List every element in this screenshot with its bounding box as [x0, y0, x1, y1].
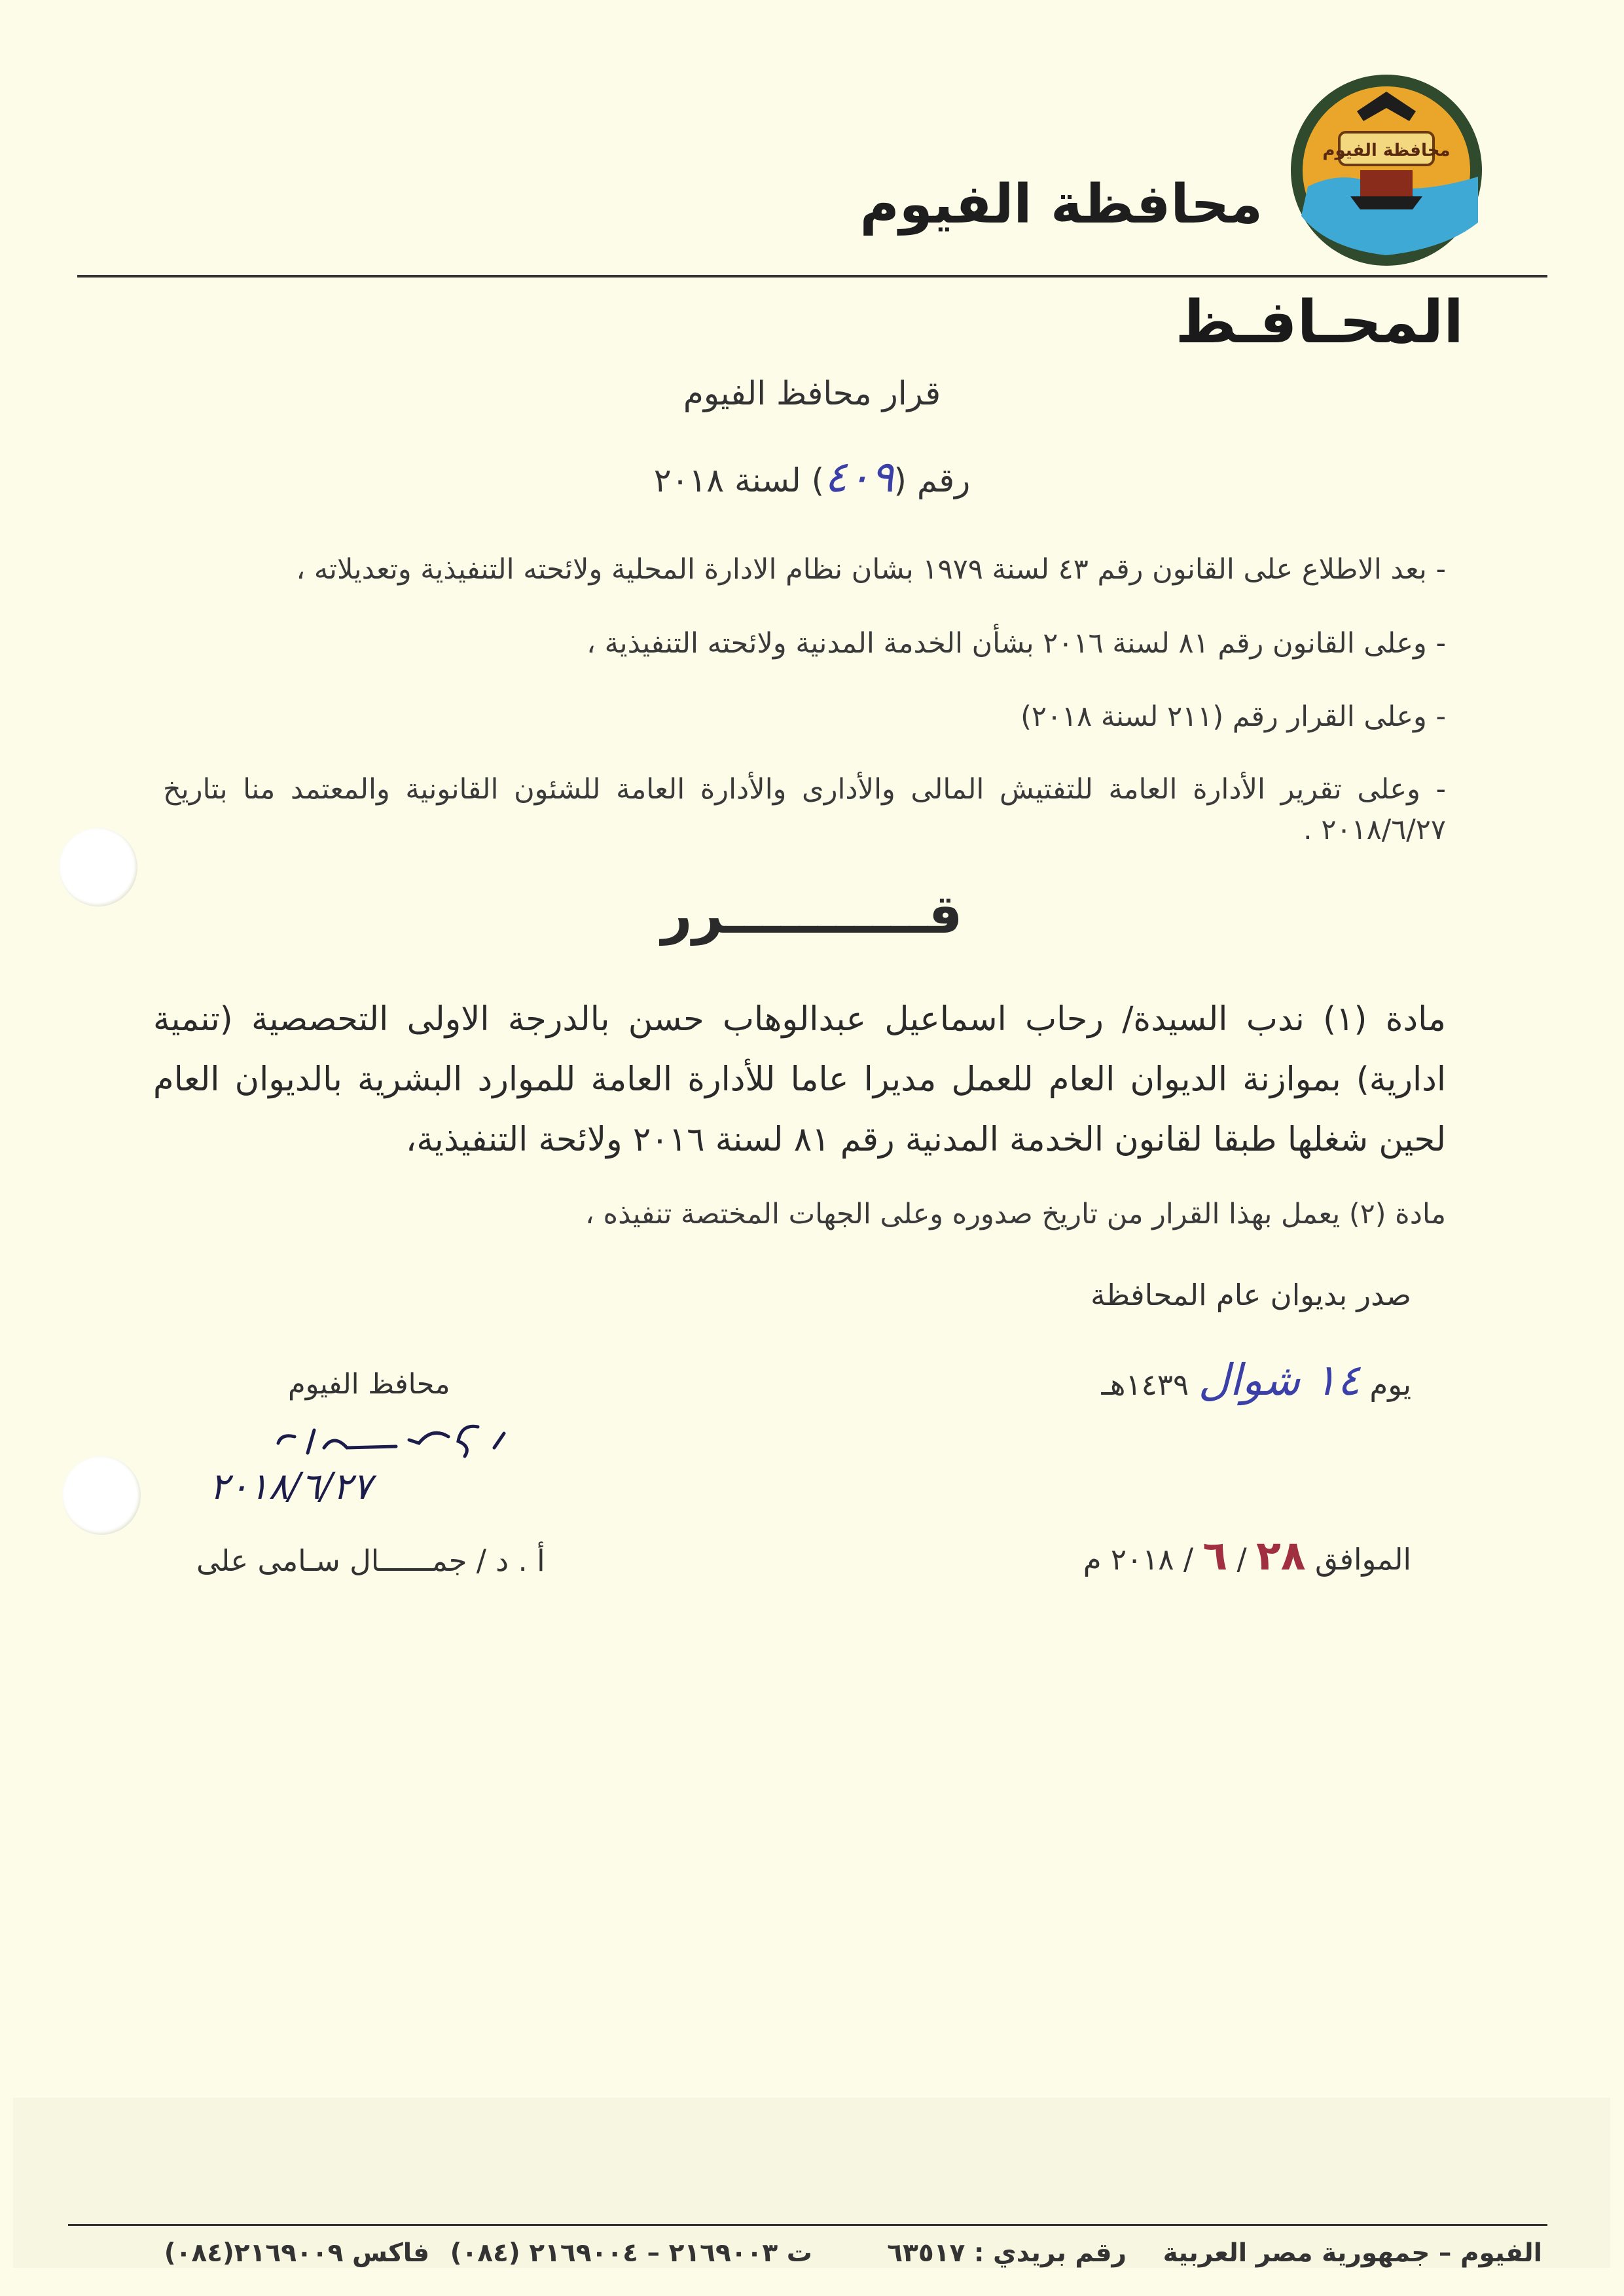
office-title: المحـافـظ [1175, 288, 1464, 357]
article-1: مادة (١) ندب السيدة/ رحاب اسماعيل عبدالوهاب حسن بالدرجة الاولى التحصصية (تنمية ادارية) بموازنة الديوان العام للعمل مديرا عاما للأدارة العامة للموارد البشرية بالديوان العام لحين شغلها طبقا لقانون الخدمة المدنية رقم ٨١ لسنة ٢٠١٦ ولائحة التنفيذية، [153, 1000, 1446, 1159]
footer-fax: فاكس ٢١٦٩٠٠٩(٠٨٤) [164, 2238, 429, 2268]
punch-hole [62, 1456, 141, 1535]
article-2: مادة (٢) يعمل بهذا القرار من تاريخ صدوره وعلى الجهات المختصة تنفيذه ، [585, 1198, 1446, 1230]
greg-day-handwritten: ٢٨ [1255, 1532, 1306, 1579]
day-label: يوم [1369, 1367, 1411, 1402]
recital-1: - بعد الاطلاع على القانون رقم ٤٣ لسنة ١٩٧٩ بشان نظام الادارة المحلية ولائحته التنفيذية وتعديلاته ، [296, 553, 1446, 586]
decree-title: قرار محافظ الفيوم [683, 374, 941, 412]
header-divider [77, 275, 1547, 278]
decided-heading: قـــــــــــرر [661, 884, 963, 946]
decree-number-prefix: رقم ( [893, 461, 971, 499]
agree-label: الموافق [1314, 1542, 1411, 1577]
greg-month-handwritten: ٦ [1202, 1532, 1228, 1579]
signature-date: ٢٠١٨/٦/٢٧ [209, 1465, 372, 1508]
punch-hole [59, 828, 137, 906]
footer-divider [68, 2224, 1547, 2226]
hijri-handwritten-date: ١٤ شوال [1198, 1355, 1361, 1405]
greg-year: / ٢٠١٨ م [1083, 1542, 1194, 1577]
recital-3: - وعلى القرار رقم (٢١١ لسنة ٢٠١٨) [1020, 700, 1446, 733]
signature-icon [196, 1407, 524, 1525]
hijri-year: ١٤٣٩هـ [1101, 1367, 1189, 1402]
gregorian-date: الموافق ٢٨ / ٦ / ٢٠١٨ م [1083, 1532, 1411, 1579]
issued-at: صدر بديوان عام المحافظة [1091, 1278, 1411, 1312]
footer-phone: ت ٢١٦٩٠٠٣ – ٢١٦٩٠٠٤ (٠٨٤) [450, 2238, 812, 2268]
recital-4: - وعلى تقرير الأدارة العامة للتفتيش المالى والأدارى والأدارة العامة للشئون القانونية والمعتمد منا بتاريخ ٢٠١٨/٦/٢٧ . [163, 773, 1446, 846]
governorate-seal-icon [1288, 72, 1485, 268]
footer-postal: رقم بريدي : ٦٣٥١٧ [887, 2238, 1127, 2268]
seal-text: محافظة الفيوم [1322, 141, 1451, 160]
governorate-name: محافظة الفيوم [859, 173, 1263, 236]
decree-number-handwritten: ٤٠٩ [824, 452, 894, 502]
decree-number-suffix: ) لسنة ٢٠١٨ [653, 461, 825, 499]
recital-2: - وعلى القانون رقم ٨١ لسنة ٢٠١٦ بشأن الخدمة المدنية ولائحته التنفيذية ، [586, 627, 1446, 660]
hijri-date [1102, 1355, 1411, 1405]
decree-number [0, 452, 1624, 502]
signatory-name: أ . د / جمــــــال سـامى على [196, 1543, 545, 1578]
footer-address: الفيوم – جمهورية مصر العربية [1163, 2238, 1542, 2268]
signatory-title: محافظ الفيوم [288, 1368, 450, 1401]
